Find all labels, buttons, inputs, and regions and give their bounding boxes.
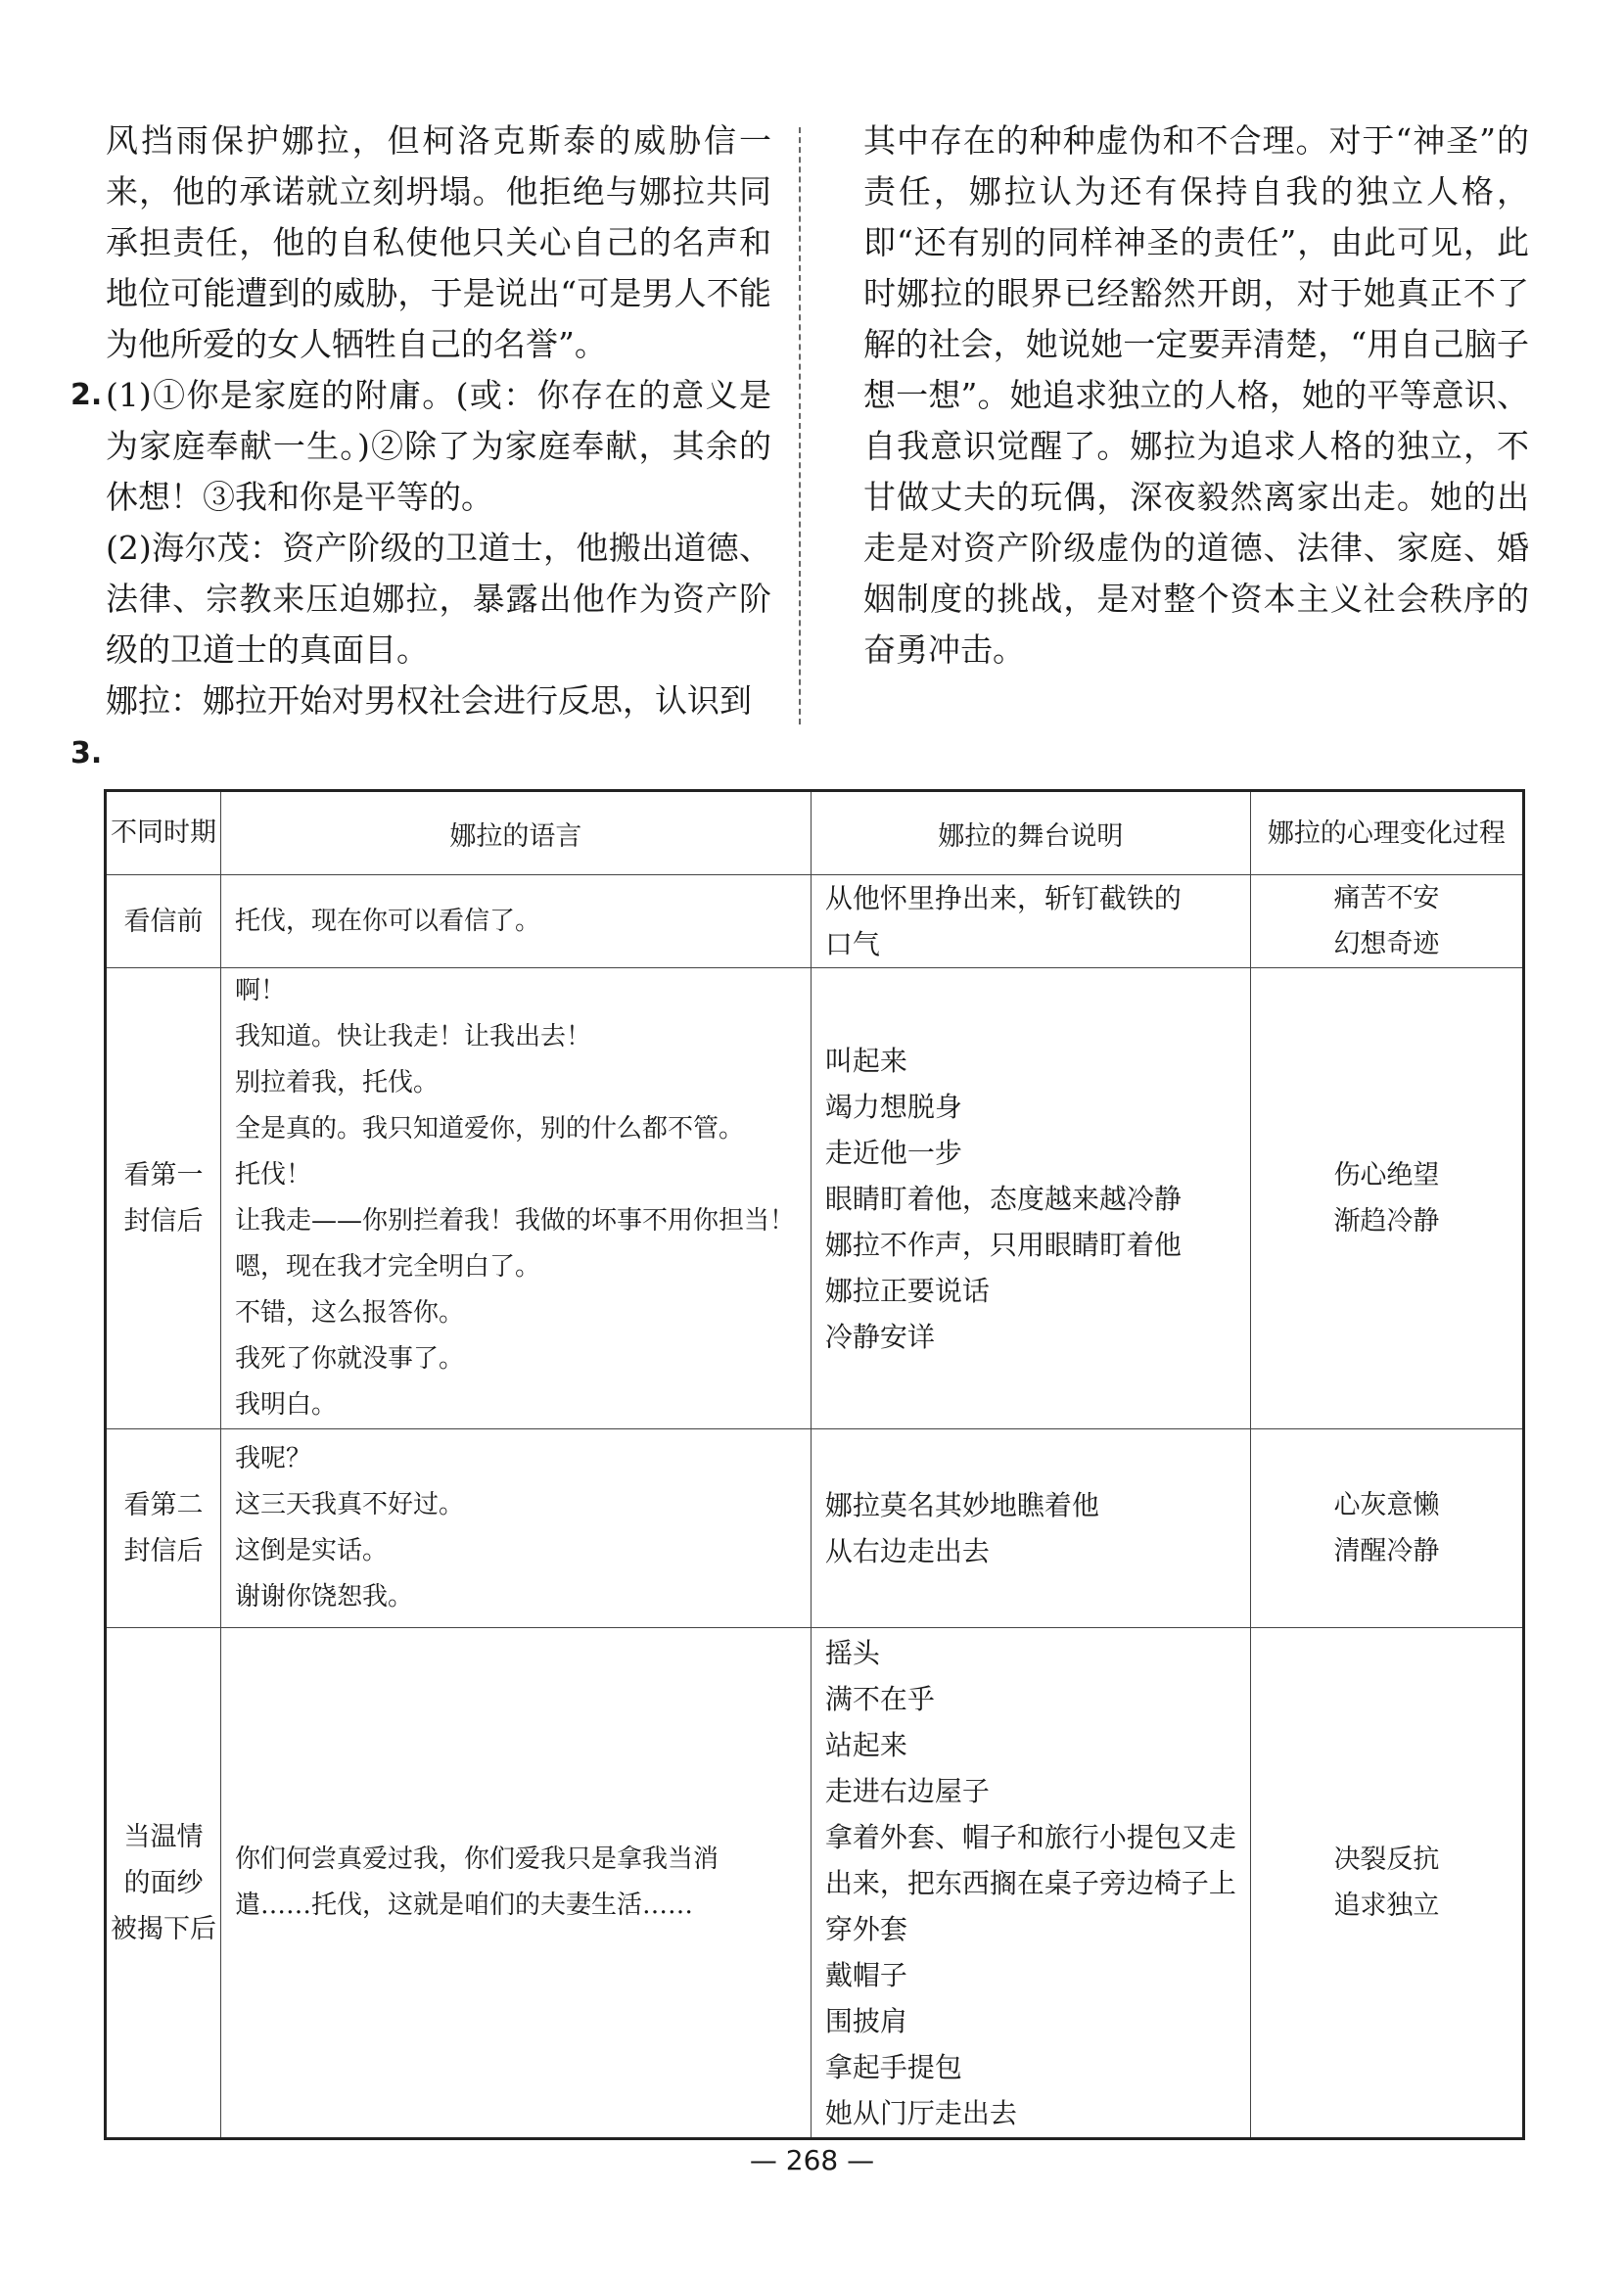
stage-line: 走近他一步 [824,1136,962,1169]
period-cell [106,968,221,1429]
speech-line: 我呢？ [235,1444,312,1473]
period-cell [106,1628,221,2139]
speech-line: 我明白。 [235,1390,338,1420]
stage-line: 站起来 [824,1728,907,1761]
stage-line: 冷静安详 [824,1320,935,1353]
right-paragraph-1: 其中存在的种种虚伪和不合理。对于“神圣”的责任，娜拉认为还有保持自我的独立人格，即“还有别的同样神圣的责任”，由此可见，此时娜拉的眼界已经豁然开朗，对于她真正不了解的社会，她说她一定要弄清楚，“用自己脑子想一想”。她追求独立的人格，她的平等意识、自我意识觉醒了。娜拉为追求人格的独立，不甘做丈夫的玩偶，深夜毅然离家出走。她的出走是对资产阶级虚伪的道德、法律、家庭、婚姻制度的挑战，是对整个资本主义社会秩序的奋勇冲击。 [863,121,1529,669]
period-line: 封信后 [123,1206,204,1237]
question-2-part-1: (1)①你是家庭的附庸。(或：你存在的意义是为家庭奉献一生。)②除了为家庭奉献，其余的休想！③我和你是平等的。 [106,376,771,516]
question-2-part-2: (2)海尔茂：资产阶级的卫道士，他搬出道德、法律、宗教来压迫娜拉，暴露出他作为资产阶级的卫道士的真面目。 [106,529,771,669]
speech-cell [221,875,812,968]
period-line: 的面纱 [123,1867,204,1898]
period-cell [106,1429,221,1628]
speech-cell [221,1429,812,1628]
psych-line: 清醒冷静 [1333,1536,1440,1566]
speech-line: 别拉着我，托伐。 [235,1068,440,1097]
left-paragraph-1: 风挡雨保护娜拉，但柯洛克斯泰的威胁信一来，他的承诺就立刻坍塌。他拒绝与娜拉共同承担责任，他的自私使他只关心自己的名声和地位可能遭到的威胁，于是说出“可是男人不能为他所爱的女人牺牲自己的名誉”。 [106,121,771,363]
table-row [106,1628,1524,2139]
stage-line: 从右边走出去 [824,1535,990,1567]
speech-line: 啊！ [235,976,287,1005]
psych-line: 决裂反抗 [1333,1844,1440,1875]
stage-line: 娜拉不作声，只用眼睛盯着他 [824,1228,1182,1261]
table-row [106,875,1524,968]
stage-line: 娜拉莫名其妙地瞧着他 [824,1489,1099,1521]
psych-line: 追求独立 [1333,1891,1440,1921]
stage-line: 她从门厅走出去 [824,2096,1017,2129]
stage-line: 拿着外套、帽子和旅行小提包又走 [824,1820,1236,1853]
speech-line: 让我走——你别拦着我！我做的坏事不用你担当！ [235,1206,796,1236]
stage-line: 娜拉正要说话 [824,1274,990,1307]
speech-line: 嗯，现在我才完全明白了。 [235,1252,541,1282]
stage-cell [811,1429,1250,1628]
left-column [70,116,771,726]
speech-line: 你们何尝真爱过我，你们爱我只是拿我当消 [235,1844,719,1874]
speech-line: 我死了你就没事了。 [235,1344,465,1374]
stage-line: 出来，把东西搁在桌子旁边椅子上 [824,1866,1236,1899]
period-cell [106,875,221,968]
stage-line: 口气 [824,928,880,960]
stage-line: 穿外套 [824,1912,907,1945]
psych-line: 幻想奇迹 [1333,929,1440,959]
table-row [106,968,1524,1429]
period-line: 封信后 [123,1536,204,1566]
table-header-row [106,791,1524,875]
question-3-number: 3. [70,736,103,770]
stage-line: 摇头 [824,1636,880,1669]
speech-line: 托伐！ [235,1160,312,1190]
psych-cell [1250,1429,1523,1628]
speech-line: 谢谢你饶恕我。 [235,1582,414,1611]
header-period: 不同时期 [106,791,221,875]
period-line: 看信前 [123,906,204,937]
stage-line: 竭力想脱身 [824,1090,962,1123]
period-line: 当温情 [123,1821,204,1852]
psych-cell [1250,875,1523,968]
speech-line: 不错，这么报答你。 [235,1298,465,1328]
stage-line: 从他怀里挣出来，斩钉截铁的 [824,882,1182,914]
stage-cell [811,1628,1250,2139]
period-line: 看第一 [123,1160,204,1191]
table-row [106,1429,1524,1628]
speech-line: 这三天我真不好过。 [235,1490,465,1519]
nora-analysis-table [104,789,1525,2140]
column-divider [799,127,801,724]
header-speech: 娜拉的语言 [221,791,812,875]
speech-cell [221,1628,812,2139]
stage-line: 叫起来 [824,1044,907,1077]
speech-line: 这倒是实话。 [235,1536,389,1565]
question-2-part-3: 娜拉：娜拉开始对男权社会进行反思，认识到 [106,681,752,720]
period-line: 看第二 [123,1490,204,1520]
stage-cell [811,875,1250,968]
speech-line: 全是真的。我只知道爱你，别的什么都不管。 [235,1114,745,1144]
speech-line: 遣……托伐，这就是咱们的夫妻生活…… [235,1891,694,1920]
header-psych: 娜拉的心理变化过程 [1250,791,1523,875]
stage-line: 戴帽子 [824,1958,907,1991]
speech-line: 托伐，现在你可以看信了。 [235,906,541,936]
speech-cell [221,968,812,1429]
psych-line: 痛苦不安 [1333,883,1440,913]
stage-line: 围披肩 [824,2004,907,2037]
right-column [863,116,1529,676]
psych-line: 渐趋冷静 [1333,1206,1440,1237]
stage-line: 拿起手提包 [824,2050,962,2083]
stage-cell [811,968,1250,1429]
psych-cell [1250,1628,1523,2139]
question-2 [70,370,771,523]
stage-line: 走进右边屋子 [824,1774,990,1807]
page-number: — 268 — [749,2144,875,2176]
stage-line: 满不在乎 [824,1682,935,1715]
psych-cell [1250,968,1523,1429]
psych-line: 伤心绝望 [1333,1160,1440,1191]
period-line: 被揭下后 [111,1913,216,1944]
question-2-number: 2. [70,378,103,412]
header-stage: 娜拉的舞台说明 [811,791,1250,875]
psych-line: 心灰意懒 [1333,1490,1440,1520]
speech-line: 我知道。快让我走！让我出去！ [235,1022,592,1051]
stage-line: 眼睛盯着他，态度越来越冷静 [824,1182,1182,1215]
